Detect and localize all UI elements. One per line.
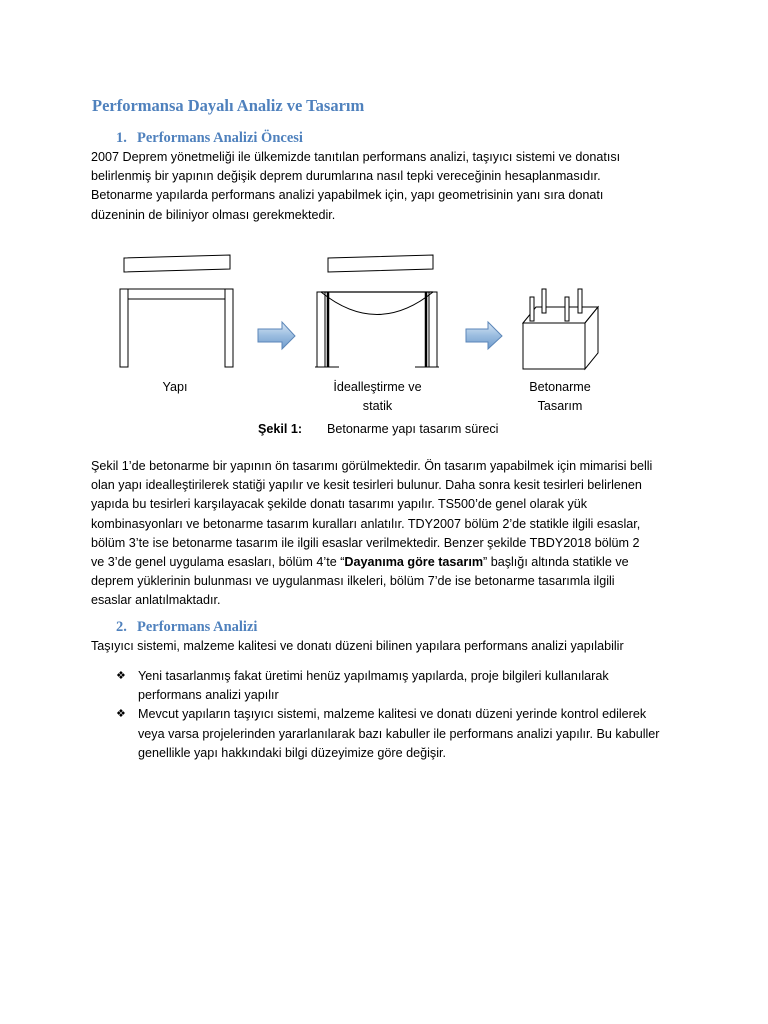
body-paragraph bbox=[91, 457, 691, 611]
figure-caption-text: Betonarme yapı tasarım süreci bbox=[327, 422, 499, 436]
paragraph-line: yapıda bu tesirleri karşılayacak şekilde donatı tasarımı yapılır. TS500’de genel olarak yük bbox=[91, 497, 588, 512]
arrow-right-icon bbox=[466, 322, 502, 349]
label-line: Tasarım bbox=[537, 399, 583, 413]
paragraph-line: Betonarme yapılarda performans analizi yapabilmek için, yapı geometrisinin yanı sıra donatı bbox=[91, 188, 604, 203]
paragraph-line bbox=[91, 553, 691, 572]
arrow-right-icon bbox=[258, 322, 295, 349]
reinforced-concrete-block-diagram bbox=[523, 289, 598, 369]
paragraph-line: olan yapı idealleştirilerek statiği yapılır ve kesit tesirleri bulunur. Daha sonra kesit tesirleri belirlenen bbox=[91, 478, 642, 493]
paragraph-line: kombinasyonları ve betonarme tasarım kuralları anlatılır. TDY2007 bölüm 2’de statikle ilgili esaslar, bbox=[91, 516, 641, 531]
figure-caption-label: Şekil 1: bbox=[258, 422, 303, 436]
figure-label-design bbox=[510, 378, 610, 416]
paragraph-line: Şekil 1’de betonarme bir yapının ön tasarımı görülmektedir. Ön tasarım yapabilmek için mimarisi belli bbox=[91, 459, 653, 473]
line-text: ” başlığı altında statikle ve bbox=[483, 555, 629, 570]
diamond-bullet-icon: ❖ bbox=[116, 708, 126, 721]
section-1-number: 1. bbox=[116, 130, 127, 146]
bold-phrase: Dayanıma göre tasarım bbox=[344, 555, 484, 570]
list-item-line: veya varsa projelerinden yararlanılarak bazı kabuller ile performans analizi yapılır. Bu kabuller bbox=[138, 726, 660, 741]
structure-frame-diagram bbox=[120, 255, 233, 367]
idealized-frame-diagram bbox=[315, 255, 439, 367]
list-item-line: genellikle yapı hakkındaki bilgi düzeyimize göre değişir. bbox=[138, 745, 447, 760]
label-line: İdealleştirme ve bbox=[333, 380, 422, 394]
section-2-number: 2. bbox=[116, 619, 127, 635]
paragraph-line: bölüm 3’te ise betonarme tasarım ile ilgili esaslar verilmektedir. Benzer şekilde TBDY2018 bölüm 2 bbox=[91, 535, 640, 550]
list-item-line: Mevcut yapıların taşıyıcı sistemi, malzeme kalitesi ve donatı düzeni yerinde kontrol edilerek bbox=[138, 707, 647, 722]
list-item-line: performans analizi yapılır bbox=[138, 688, 279, 703]
list-item-line: Yeni tasarlanmış fakat üretimi henüz yapılmamış yapılarda, proje bilgileri kullanılarak bbox=[138, 669, 609, 683]
page-title: Performansa Dayalı Analiz ve Tasarım bbox=[92, 96, 365, 115]
label-line: statik bbox=[362, 399, 393, 413]
section-2-heading bbox=[116, 619, 257, 636]
line-text: ve 3’de genel uygulama esasları, bölüm 4’te “ bbox=[91, 555, 345, 570]
diamond-bullet-icon: ❖ bbox=[116, 670, 126, 682]
list-item bbox=[116, 667, 696, 705]
section-2-intro bbox=[91, 637, 691, 656]
list-item bbox=[116, 705, 696, 763]
section-2-title: Performans Analizi bbox=[137, 619, 258, 635]
section-1-title: Performans Analizi Öncesi bbox=[137, 130, 303, 146]
paragraph-line: deprem yüklerinin bulunması ve uygulanması ilkeleri, bölüm 7’de ise betonarme tasarımla ilgili bbox=[91, 574, 615, 589]
label-line: Betonarme bbox=[529, 380, 591, 394]
bullet-list bbox=[116, 667, 696, 763]
paragraph-line: Taşıyıcı sistemi, malzeme kalitesi ve donatı düzeni bilinen yapılara performans analizi yapılabilir bbox=[91, 639, 624, 653]
paragraph-line: düzeninin de biliniyor olması gerekmektedir. bbox=[91, 207, 336, 222]
paragraph-line: belirlenmiş bir yapının değişik deprem durumlarına nasıl tepki vereceğinin hesaplanmasıdır. bbox=[91, 169, 601, 184]
paragraph-line: esaslar anlatılmaktadır. bbox=[91, 593, 221, 608]
section-1-heading bbox=[116, 130, 303, 147]
paragraph-line: 2007 Deprem yönetmeliği ile ülkemizde tanıtılan performans analizi, taşıyıcı sistemi ve donatısı bbox=[91, 150, 621, 164]
figure-label-idealization bbox=[315, 378, 440, 416]
section-1-paragraph bbox=[91, 148, 691, 225]
figure-label-structure: Yapı bbox=[162, 380, 188, 394]
